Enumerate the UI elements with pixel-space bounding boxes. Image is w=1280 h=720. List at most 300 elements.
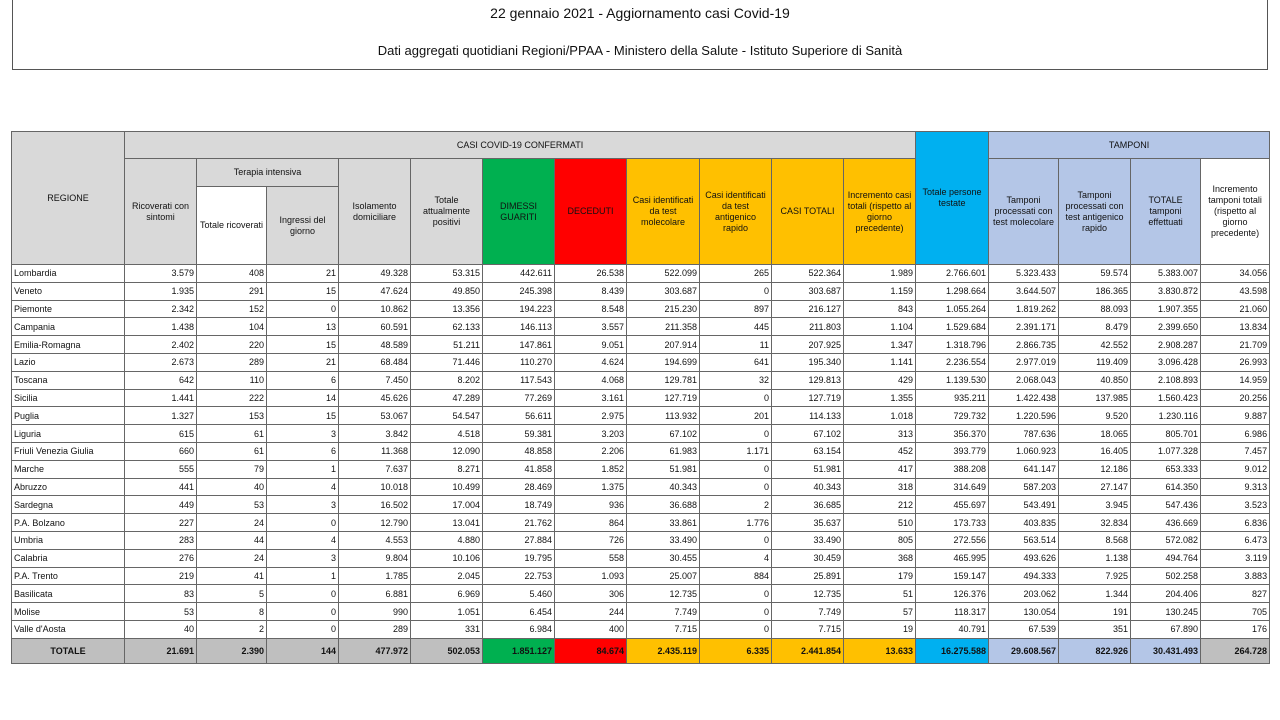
cell-ingressi: 4 [267, 531, 339, 549]
cell-tamponi-antigenico: 191 [1059, 603, 1131, 621]
table-row [12, 603, 1270, 621]
cell-attualmente-positivi: 8.271 [411, 460, 483, 478]
cell-isolamento: 11.368 [339, 442, 411, 460]
cell-ricoverati: 660 [125, 442, 197, 460]
cell-tamponi-antigenico: 18.065 [1059, 425, 1131, 443]
cell-tamponi-molecolare: 587.203 [989, 478, 1059, 496]
cell-casi-antigenico: 0 [700, 585, 772, 603]
cell-attualmente-positivi: 47.289 [411, 389, 483, 407]
cell-tamponi-antigenico: 40.850 [1059, 371, 1131, 389]
cell-persone-testate: 388.208 [916, 460, 989, 478]
header-persone-testate: Totale persone testate [916, 132, 989, 265]
cell-persone-testate: 126.376 [916, 585, 989, 603]
header-tamponi-group: TAMPONI [989, 132, 1270, 159]
cell-tamponi-antigenico: 88.093 [1059, 300, 1131, 318]
cell-incremento-casi: 843 [844, 300, 916, 318]
cell-ingressi: 6 [267, 371, 339, 389]
cell-deceduti: 864 [555, 514, 627, 532]
cell-ingressi: 1 [267, 460, 339, 478]
cell-casi-totali: 207.925 [772, 336, 844, 354]
cell-tamponi-molecolare: 641.147 [989, 460, 1059, 478]
cell-isolamento: 45.626 [339, 389, 411, 407]
header-dimessi: DIMESSI GUARITI [483, 159, 555, 265]
cell-persone-testate: 455.697 [916, 496, 989, 514]
cell-isolamento: 3.842 [339, 425, 411, 443]
cell-regione: Calabria [12, 549, 125, 567]
cell-regione: Sardegna [12, 496, 125, 514]
header-casi-molecolare: Casi identificati da test molecolare [627, 159, 700, 265]
cell-tamponi-antigenico: 1.138 [1059, 549, 1131, 567]
cell-casi-antigenico: 11 [700, 336, 772, 354]
cell-incremento-casi: 417 [844, 460, 916, 478]
cell-ricoverati: 441 [125, 478, 197, 496]
cell-ingressi: 0 [267, 585, 339, 603]
cell-casi-antigenico: 4 [700, 549, 772, 567]
cell-deceduti: 726 [555, 531, 627, 549]
cell-casi-molecolare: 215.230 [627, 300, 700, 318]
cell-ricoverati: 227 [125, 514, 197, 532]
table-row [12, 620, 1270, 638]
cell-casi-totali: 211.803 [772, 318, 844, 336]
cell-deceduti: 3.161 [555, 389, 627, 407]
cell-incremento-casi: 318 [844, 478, 916, 496]
header-totale-ricoverati: Totale ricoverati [197, 187, 267, 265]
cell-dimessi: 6.984 [483, 620, 555, 638]
cell-casi-totali: 129.813 [772, 371, 844, 389]
cell-casi-molecolare: 33.490 [627, 531, 700, 549]
cell-incremento-tamponi: 6.836 [1201, 514, 1270, 532]
cell-isolamento: 68.484 [339, 353, 411, 371]
cell-deceduti: 558 [555, 549, 627, 567]
cell-casi-totali: 33.490 [772, 531, 844, 549]
cell-casi-totali: 35.637 [772, 514, 844, 532]
cell-dimessi: 22.753 [483, 567, 555, 585]
cell-regione: Marche [12, 460, 125, 478]
cell-persone-testate: 1.055.264 [916, 300, 989, 318]
cell-casi-molecolare: 12.735 [627, 585, 700, 603]
cell-casi-antigenico: 884 [700, 567, 772, 585]
cell-incremento-casi: 805 [844, 531, 916, 549]
cell-totale-ricoverati: 153 [197, 407, 267, 425]
cell-tamponi-antigenico: 42.552 [1059, 336, 1131, 354]
cell-dimessi: 77.269 [483, 389, 555, 407]
cell-tamponi-molecolare: 1.060.923 [989, 442, 1059, 460]
cell-ingressi: 3 [267, 496, 339, 514]
cell-incremento-tamponi: 26.993 [1201, 353, 1270, 371]
cell-persone-testate: 393.779 [916, 442, 989, 460]
total-ingressi: 144 [267, 638, 339, 663]
covid-data-table [11, 131, 1270, 664]
cell-attualmente-positivi: 13.356 [411, 300, 483, 318]
cell-casi-molecolare: 25.007 [627, 567, 700, 585]
report-header [12, 0, 1268, 70]
cell-incremento-casi: 19 [844, 620, 916, 638]
table-header [12, 132, 1270, 265]
cell-tamponi-totale: 805.701 [1131, 425, 1201, 443]
cell-casi-antigenico: 0 [700, 531, 772, 549]
cell-dimessi: 146.113 [483, 318, 555, 336]
cell-dimessi: 19.795 [483, 549, 555, 567]
cell-isolamento: 60.591 [339, 318, 411, 336]
cell-incremento-tamponi: 3.883 [1201, 567, 1270, 585]
cell-isolamento: 10.862 [339, 300, 411, 318]
cell-dimessi: 147.861 [483, 336, 555, 354]
cell-deceduti: 1.093 [555, 567, 627, 585]
cell-casi-molecolare: 303.687 [627, 282, 700, 300]
cell-isolamento: 9.804 [339, 549, 411, 567]
cell-tamponi-molecolare: 543.491 [989, 496, 1059, 514]
cell-dimessi: 48.858 [483, 442, 555, 460]
cell-tamponi-totale: 494.764 [1131, 549, 1201, 567]
header-incremento-casi: Incremento casi totali (rispetto al giorno precedente) [844, 159, 916, 265]
cell-casi-totali: 51.981 [772, 460, 844, 478]
cell-totale-ricoverati: 61 [197, 442, 267, 460]
header-casi-group: CASI COVID-19 CONFERMATI [125, 132, 916, 159]
cell-deceduti: 9.051 [555, 336, 627, 354]
total-ricoverati: 21.691 [125, 638, 197, 663]
cell-attualmente-positivi: 4.518 [411, 425, 483, 443]
cell-casi-molecolare: 51.981 [627, 460, 700, 478]
cell-tamponi-totale: 204.406 [1131, 585, 1201, 603]
cell-incremento-casi: 51 [844, 585, 916, 603]
report-subtitle: Dati aggregati quotidiani Regioni/PPAA - Ministero della Salute - Istituto Superiore di Sanità [377, 43, 903, 58]
cell-persone-testate: 159.147 [916, 567, 989, 585]
cell-incremento-tamponi: 21.709 [1201, 336, 1270, 354]
cell-casi-totali: 127.719 [772, 389, 844, 407]
cell-isolamento: 1.785 [339, 567, 411, 585]
header-terapia-group: Terapia intensiva [197, 159, 339, 187]
cell-attualmente-positivi: 331 [411, 620, 483, 638]
cell-attualmente-positivi: 71.446 [411, 353, 483, 371]
table-row [12, 478, 1270, 496]
cell-totale-ricoverati: 291 [197, 282, 267, 300]
table-row [12, 549, 1270, 567]
cell-casi-antigenico: 0 [700, 620, 772, 638]
cell-tamponi-antigenico: 27.147 [1059, 478, 1131, 496]
cell-casi-totali: 7.715 [772, 620, 844, 638]
cell-ingressi: 3 [267, 425, 339, 443]
cell-tamponi-antigenico: 119.409 [1059, 353, 1131, 371]
cell-incremento-tamponi: 13.834 [1201, 318, 1270, 336]
cell-deceduti: 2.975 [555, 407, 627, 425]
table-row [12, 336, 1270, 354]
table-row [12, 282, 1270, 300]
cell-deceduti: 4.624 [555, 353, 627, 371]
cell-incremento-tamponi: 7.457 [1201, 442, 1270, 460]
cell-deceduti: 3.557 [555, 318, 627, 336]
cell-ricoverati: 83 [125, 585, 197, 603]
cell-dimessi: 28.469 [483, 478, 555, 496]
cell-tamponi-molecolare: 403.835 [989, 514, 1059, 532]
cell-dimessi: 41.858 [483, 460, 555, 478]
cell-regione: P.A. Bolzano [12, 514, 125, 532]
cell-casi-antigenico: 0 [700, 603, 772, 621]
cell-isolamento: 10.018 [339, 478, 411, 496]
cell-incremento-casi: 1.159 [844, 282, 916, 300]
cell-casi-molecolare: 7.715 [627, 620, 700, 638]
total-row [12, 638, 1270, 663]
cell-totale-ricoverati: 8 [197, 603, 267, 621]
cell-dimessi: 117.543 [483, 371, 555, 389]
cell-attualmente-positivi: 17.004 [411, 496, 483, 514]
cell-regione: Puglia [12, 407, 125, 425]
cell-incremento-casi: 429 [844, 371, 916, 389]
cell-casi-totali: 30.459 [772, 549, 844, 567]
table-row [12, 460, 1270, 478]
cell-ingressi: 6 [267, 442, 339, 460]
cell-tamponi-totale: 1.077.328 [1131, 442, 1201, 460]
cell-casi-antigenico: 0 [700, 282, 772, 300]
cell-totale-ricoverati: 41 [197, 567, 267, 585]
cell-incremento-tamponi: 827 [1201, 585, 1270, 603]
cell-incremento-casi: 313 [844, 425, 916, 443]
cell-casi-totali: 40.343 [772, 478, 844, 496]
cell-ingressi: 0 [267, 603, 339, 621]
cell-persone-testate: 272.556 [916, 531, 989, 549]
cell-casi-molecolare: 33.861 [627, 514, 700, 532]
cell-tamponi-totale: 67.890 [1131, 620, 1201, 638]
cell-tamponi-molecolare: 1.220.596 [989, 407, 1059, 425]
cell-persone-testate: 935.211 [916, 389, 989, 407]
cell-tamponi-totale: 3.830.872 [1131, 282, 1201, 300]
cell-incremento-tamponi: 34.056 [1201, 265, 1270, 283]
cell-persone-testate: 2.766.601 [916, 265, 989, 283]
cell-isolamento: 4.553 [339, 531, 411, 549]
cell-dimessi: 5.460 [483, 585, 555, 603]
cell-dimessi: 27.884 [483, 531, 555, 549]
cell-attualmente-positivi: 51.211 [411, 336, 483, 354]
cell-totale-ricoverati: 53 [197, 496, 267, 514]
cell-attualmente-positivi: 6.969 [411, 585, 483, 603]
header-ricoverati: Ricoverati con sintomi [125, 159, 197, 265]
cell-incremento-casi: 1.355 [844, 389, 916, 407]
cell-incremento-casi: 179 [844, 567, 916, 585]
cell-totale-ricoverati: 104 [197, 318, 267, 336]
table-row [12, 514, 1270, 532]
cell-casi-antigenico: 0 [700, 460, 772, 478]
cell-tamponi-molecolare: 2.866.735 [989, 336, 1059, 354]
cell-attualmente-positivi: 54.547 [411, 407, 483, 425]
total-isolamento: 477.972 [339, 638, 411, 663]
cell-deceduti: 306 [555, 585, 627, 603]
cell-totale-ricoverati: 110 [197, 371, 267, 389]
cell-tamponi-molecolare: 787.636 [989, 425, 1059, 443]
table-row [12, 353, 1270, 371]
table-row [12, 425, 1270, 443]
cell-ingressi: 0 [267, 620, 339, 638]
cell-tamponi-totale: 1.560.423 [1131, 389, 1201, 407]
cell-tamponi-totale: 5.383.007 [1131, 265, 1201, 283]
table-row [12, 585, 1270, 603]
cell-casi-antigenico: 445 [700, 318, 772, 336]
cell-casi-totali: 195.340 [772, 353, 844, 371]
cell-incremento-tamponi: 6.986 [1201, 425, 1270, 443]
cell-totale-ricoverati: 222 [197, 389, 267, 407]
cell-tamponi-antigenico: 9.520 [1059, 407, 1131, 425]
cell-isolamento: 47.624 [339, 282, 411, 300]
cell-regione: Lazio [12, 353, 125, 371]
cell-isolamento: 7.450 [339, 371, 411, 389]
cell-attualmente-positivi: 2.045 [411, 567, 483, 585]
cell-regione: Molise [12, 603, 125, 621]
cell-ingressi: 13 [267, 318, 339, 336]
cell-tamponi-totale: 502.258 [1131, 567, 1201, 585]
cell-casi-totali: 303.687 [772, 282, 844, 300]
cell-ricoverati: 3.579 [125, 265, 197, 283]
cell-ricoverati: 555 [125, 460, 197, 478]
cell-ricoverati: 449 [125, 496, 197, 514]
cell-tamponi-antigenico: 8.568 [1059, 531, 1131, 549]
cell-totale-ricoverati: 220 [197, 336, 267, 354]
cell-incremento-tamponi: 705 [1201, 603, 1270, 621]
cell-casi-antigenico: 2 [700, 496, 772, 514]
cell-tamponi-totale: 1.907.355 [1131, 300, 1201, 318]
total-casi-totali: 2.441.854 [772, 638, 844, 663]
cell-incremento-tamponi: 176 [1201, 620, 1270, 638]
cell-tamponi-molecolare: 493.626 [989, 549, 1059, 567]
cell-incremento-tamponi: 20.256 [1201, 389, 1270, 407]
cell-casi-molecolare: 127.719 [627, 389, 700, 407]
cell-casi-antigenico: 0 [700, 478, 772, 496]
total-casi-molecolare: 2.435.119 [627, 638, 700, 663]
header-tamponi-molecolare: Tamponi processati con test molecolare [989, 159, 1059, 265]
cell-totale-ricoverati: 61 [197, 425, 267, 443]
header-casi-antigenico: Casi identificati da test antigenico rapido [700, 159, 772, 265]
cell-attualmente-positivi: 53.315 [411, 265, 483, 283]
header-attualmente-positivi: Totale attualmente positivi [411, 159, 483, 265]
cell-regione: Umbria [12, 531, 125, 549]
cell-tamponi-molecolare: 2.977.019 [989, 353, 1059, 371]
cell-ingressi: 14 [267, 389, 339, 407]
cell-totale-ricoverati: 40 [197, 478, 267, 496]
cell-persone-testate: 40.791 [916, 620, 989, 638]
cell-tamponi-molecolare: 494.333 [989, 567, 1059, 585]
cell-casi-antigenico: 32 [700, 371, 772, 389]
cell-casi-antigenico: 1.171 [700, 442, 772, 460]
cell-persone-testate: 2.236.554 [916, 353, 989, 371]
cell-tamponi-totale: 3.096.428 [1131, 353, 1201, 371]
cell-attualmente-positivi: 8.202 [411, 371, 483, 389]
cell-tamponi-molecolare: 1.422.438 [989, 389, 1059, 407]
cell-dimessi: 21.762 [483, 514, 555, 532]
cell-tamponi-antigenico: 351 [1059, 620, 1131, 638]
table-row [12, 567, 1270, 585]
header-ingressi: Ingressi del giorno [267, 187, 339, 265]
cell-incremento-casi: 452 [844, 442, 916, 460]
total-dimessi: 1.851.127 [483, 638, 555, 663]
total-persone-testate: 16.275.588 [916, 638, 989, 663]
cell-persone-testate: 1.529.684 [916, 318, 989, 336]
cell-totale-ricoverati: 44 [197, 531, 267, 549]
cell-persone-testate: 465.995 [916, 549, 989, 567]
cell-regione: Sicilia [12, 389, 125, 407]
cell-tamponi-totale: 2.108.893 [1131, 371, 1201, 389]
cell-casi-molecolare: 129.781 [627, 371, 700, 389]
cell-deceduti: 4.068 [555, 371, 627, 389]
cell-casi-molecolare: 522.099 [627, 265, 700, 283]
cell-regione: Piemonte [12, 300, 125, 318]
cell-ricoverati: 2.673 [125, 353, 197, 371]
cell-incremento-tamponi: 6.473 [1201, 531, 1270, 549]
cell-casi-antigenico: 897 [700, 300, 772, 318]
cell-deceduti: 3.203 [555, 425, 627, 443]
header-tamponi-antigenico: Tamponi processati con test antigenico rapido [1059, 159, 1131, 265]
cell-deceduti: 400 [555, 620, 627, 638]
cell-totale-ricoverati: 2 [197, 620, 267, 638]
cell-tamponi-antigenico: 3.945 [1059, 496, 1131, 514]
cell-isolamento: 7.637 [339, 460, 411, 478]
cell-incremento-casi: 1.347 [844, 336, 916, 354]
cell-casi-molecolare: 30.455 [627, 549, 700, 567]
cell-casi-molecolare: 113.932 [627, 407, 700, 425]
cell-tamponi-molecolare: 2.391.171 [989, 318, 1059, 336]
cell-casi-antigenico: 0 [700, 425, 772, 443]
cell-deceduti: 244 [555, 603, 627, 621]
cell-regione: Basilicata [12, 585, 125, 603]
cell-incremento-casi: 510 [844, 514, 916, 532]
table-row [12, 318, 1270, 336]
total-tamponi-totale: 30.431.493 [1131, 638, 1201, 663]
cell-casi-totali: 67.102 [772, 425, 844, 443]
cell-ingressi: 21 [267, 265, 339, 283]
header-isolamento: Isolamento domiciliare [339, 159, 411, 265]
cell-attualmente-positivi: 4.880 [411, 531, 483, 549]
cell-isolamento: 53.067 [339, 407, 411, 425]
table-row [12, 407, 1270, 425]
cell-tamponi-antigenico: 8.479 [1059, 318, 1131, 336]
cell-ricoverati: 1.438 [125, 318, 197, 336]
total-incremento-tamponi: 264.728 [1201, 638, 1270, 663]
cell-deceduti: 2.206 [555, 442, 627, 460]
cell-incremento-casi: 1.989 [844, 265, 916, 283]
cell-casi-molecolare: 207.914 [627, 336, 700, 354]
cell-ricoverati: 2.342 [125, 300, 197, 318]
cell-casi-molecolare: 194.699 [627, 353, 700, 371]
cell-persone-testate: 118.317 [916, 603, 989, 621]
cell-ricoverati: 642 [125, 371, 197, 389]
cell-deceduti: 8.439 [555, 282, 627, 300]
cell-attualmente-positivi: 12.090 [411, 442, 483, 460]
cell-deceduti: 1.852 [555, 460, 627, 478]
cell-casi-totali: 114.133 [772, 407, 844, 425]
cell-tamponi-antigenico: 32.834 [1059, 514, 1131, 532]
report-title: 22 gennaio 2021 - Aggiornamento casi Covid-19 [490, 5, 790, 21]
cell-regione: Liguria [12, 425, 125, 443]
cell-regione: Toscana [12, 371, 125, 389]
total-regione: TOTALE [12, 638, 125, 663]
cell-incremento-tamponi: 3.119 [1201, 549, 1270, 567]
cell-deceduti: 8.548 [555, 300, 627, 318]
cell-persone-testate: 356.370 [916, 425, 989, 443]
cell-attualmente-positivi: 10.106 [411, 549, 483, 567]
total-incremento-casi: 13.633 [844, 638, 916, 663]
cell-isolamento: 49.328 [339, 265, 411, 283]
cell-tamponi-totale: 614.350 [1131, 478, 1201, 496]
table-row [12, 300, 1270, 318]
cell-casi-molecolare: 67.102 [627, 425, 700, 443]
cell-persone-testate: 173.733 [916, 514, 989, 532]
table-row [12, 265, 1270, 283]
cell-ingressi: 15 [267, 336, 339, 354]
cell-ricoverati: 1.327 [125, 407, 197, 425]
cell-tamponi-molecolare: 1.819.262 [989, 300, 1059, 318]
cell-totale-ricoverati: 408 [197, 265, 267, 283]
total-totale-ricoverati: 2.390 [197, 638, 267, 663]
cell-incremento-casi: 1.018 [844, 407, 916, 425]
cell-incremento-casi: 57 [844, 603, 916, 621]
table-row [12, 496, 1270, 514]
cell-casi-totali: 216.127 [772, 300, 844, 318]
